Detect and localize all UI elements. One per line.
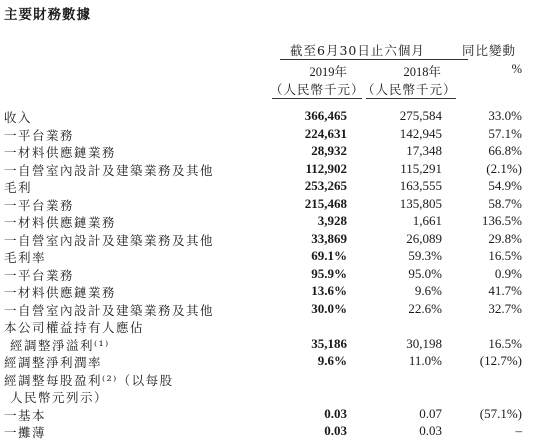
value-2019: 95.9%	[311, 265, 347, 281]
value-2019: 366,465	[304, 108, 347, 123]
value-2019: 215,468	[304, 195, 347, 211]
table-row	[0, 231, 550, 248]
value-2018: 115,291	[400, 160, 442, 176]
value-2018: 142,945	[399, 125, 442, 141]
table-row	[0, 388, 550, 405]
table-row	[0, 283, 550, 300]
table-row	[0, 196, 550, 213]
table-row	[0, 248, 550, 265]
value-2018: 95.0%	[408, 265, 442, 281]
value-2019: 0.03	[324, 423, 347, 438]
value-yoy: (2.1%)	[486, 160, 522, 176]
row-label: 一基本	[4, 407, 47, 423]
table-row	[0, 353, 550, 370]
row-label: 一材料供應鏈業務	[4, 145, 117, 160]
row-label: 一材料供應鏈業務	[4, 215, 117, 230]
value-yoy: 16.5%	[488, 335, 522, 351]
percent-header: %	[511, 62, 522, 76]
value-yoy: 136.5%	[481, 213, 522, 228]
value-2019: 0.03	[324, 405, 347, 421]
period-header: 截至6月30日止六個月	[290, 43, 425, 58]
table-row	[0, 301, 550, 318]
value-yoy: 16.5%	[488, 248, 522, 263]
value-2019: 69.1%	[311, 248, 347, 263]
value-yoy: 32.7%	[488, 300, 522, 316]
value-2019: 3,928	[317, 213, 347, 228]
row-label: 經調整淨溢利⁽¹⁾	[10, 337, 110, 353]
table-row	[0, 161, 550, 178]
year-2019-header: 2019年	[309, 65, 347, 79]
table-row	[0, 108, 550, 125]
table-row	[0, 336, 550, 353]
value-2019: 33,869	[311, 230, 347, 246]
value-2019: 224,631	[304, 125, 347, 141]
value-yoy: (12.7%)	[479, 353, 522, 368]
row-label: 一自營室內設計及建築業務及其他	[4, 232, 215, 248]
table-row	[0, 126, 550, 143]
table-row	[0, 266, 550, 283]
value-2018: 9.6%	[414, 283, 442, 298]
row-label: 本公司權益持有人應佔	[4, 320, 145, 335]
value-2018: 163,555	[399, 178, 442, 193]
value-yoy: 29.8%	[488, 230, 522, 246]
value-2018: 59.3%	[408, 248, 442, 263]
row-label: 一材料供應鏈業務	[4, 285, 117, 300]
value-2018: 26,089	[406, 230, 442, 246]
value-yoy: –	[515, 423, 522, 438]
row-label: 一攤薄	[4, 425, 47, 440]
value-2018: 0.03	[419, 423, 442, 438]
value-2019: 253,265	[304, 178, 347, 193]
row-label: 經調整每股盈利⁽²⁾（以每股	[4, 372, 174, 388]
value-2018: 1,661	[412, 213, 442, 228]
unit-2019-rule	[272, 98, 362, 99]
yoy-header: 同比變動	[462, 43, 517, 58]
value-2018: 11.0%	[408, 353, 442, 368]
page-title: 主要財務數據	[4, 7, 91, 23]
row-label: 一平台業務	[4, 267, 75, 283]
value-yoy: 41.7%	[488, 283, 522, 298]
table-row	[0, 318, 550, 335]
value-2018: 22.6%	[408, 300, 442, 316]
value-2018: 17,348	[406, 143, 442, 158]
table-row	[0, 213, 550, 230]
value-yoy: 0.9%	[494, 265, 522, 281]
table-row	[0, 178, 550, 195]
table-row	[0, 143, 550, 160]
table-row	[0, 423, 550, 440]
value-yoy: 33.0%	[488, 108, 522, 123]
value-yoy: 66.8%	[488, 143, 522, 158]
value-yoy: 54.9%	[488, 178, 522, 193]
table-row	[0, 406, 550, 423]
row-label: 收入	[4, 110, 33, 125]
row-label: 毛利率	[4, 250, 47, 265]
table-row	[0, 371, 550, 388]
value-2018: 30,198	[406, 335, 442, 351]
value-2018: 135,805	[399, 195, 442, 211]
unit-2018-rule	[366, 98, 456, 99]
unit-2019-header: （人民幣千元）	[270, 82, 365, 97]
value-2019: 28,932	[311, 143, 347, 158]
value-2019: 35,186	[311, 335, 347, 351]
value-2018: 275,584	[399, 108, 442, 123]
year-2018-header: 2018年	[403, 65, 441, 79]
row-label: 人民幣元列示）	[10, 390, 109, 405]
row-label: 一自營室內設計及建築業務及其他	[4, 302, 215, 318]
row-label: 一自營室內設計及建築業務及其他	[4, 162, 215, 178]
row-label: 毛利	[4, 180, 33, 195]
row-label: 一平台業務	[4, 197, 75, 213]
unit-2018-header: （人民幣千元）	[362, 82, 457, 97]
value-2018: 0.07	[419, 405, 442, 421]
value-2019: 9.6%	[317, 353, 347, 368]
row-label: 一平台業務	[4, 127, 75, 143]
value-yoy: 57.1%	[488, 125, 522, 141]
value-yoy: (57.1%)	[479, 405, 522, 421]
row-label: 經調整淨利潤率	[4, 355, 103, 370]
value-2019: 112,902	[305, 160, 347, 176]
value-2019: 13.6%	[311, 283, 347, 298]
value-yoy: 58.7%	[488, 195, 522, 211]
period-header-rule	[280, 59, 468, 60]
value-2019: 30.0%	[311, 300, 347, 316]
